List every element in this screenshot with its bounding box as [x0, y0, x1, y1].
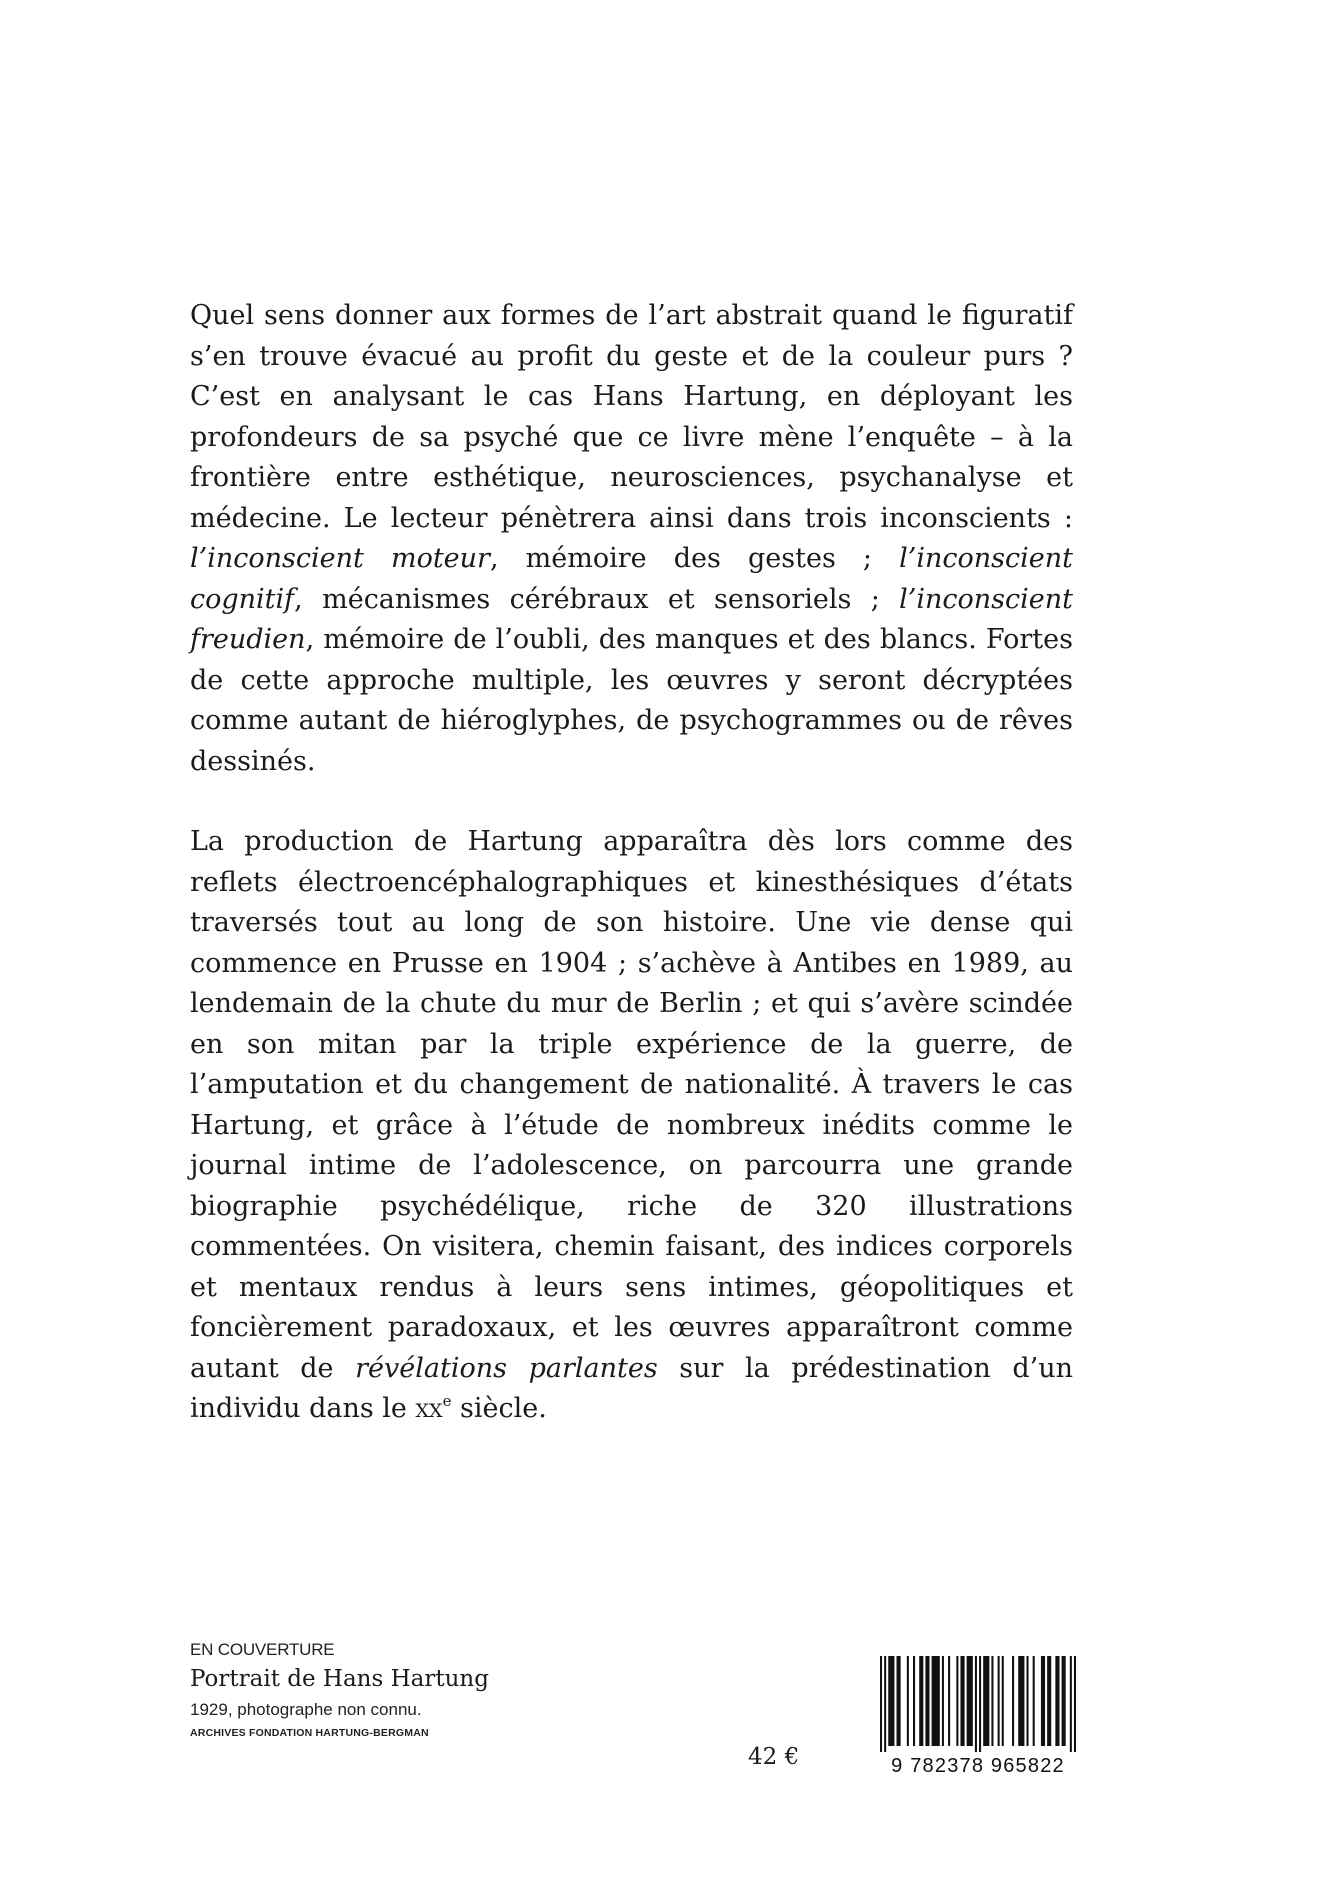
price: 42 € [748, 1744, 800, 1770]
barcode-bar [888, 1656, 894, 1746]
barcode-bar [932, 1656, 940, 1746]
text-run: , mémoire de l’oubli, des manques et des blancs. Fortes de cette approche multiple, les œuvres y seront décryptées comme autant de hiéroglyphes, de psychogrammes ou de rêves dessinés. [190, 624, 1073, 777]
barcode-bar [1026, 1656, 1028, 1746]
barcode-bar [897, 1656, 901, 1746]
isbn-number: 9 782378 965822 [891, 1755, 1065, 1777]
text-run: , mémoire des gestes ; [489, 543, 900, 574]
barcode-bar [913, 1656, 915, 1746]
cover-credits [190, 1640, 650, 1739]
italic-phrase: révélations parlantes [355, 1352, 658, 1384]
barcode-bar [942, 1656, 944, 1746]
italic-phrase: l’inconscient moteur [190, 543, 490, 574]
barcode-bar [948, 1656, 950, 1746]
barcode-bar [1002, 1656, 1004, 1746]
blurb-text [190, 296, 1073, 1430]
italic-phrase: l’inconscient freudien [190, 583, 1073, 655]
barcode-bar [991, 1656, 993, 1746]
text-run: sur la prédestination d’un individu dans le [190, 1352, 1073, 1424]
barcode-guard-bar [1074, 1656, 1076, 1752]
barcode-bar [1041, 1656, 1045, 1746]
barcode-guard-bar [1070, 1656, 1072, 1752]
barcode-bar [907, 1656, 909, 1746]
text-run: , mécanismes cérébraux et sensoriels ; [294, 583, 900, 615]
barcode-bar [967, 1656, 973, 1746]
barcode-bar [1062, 1656, 1066, 1746]
text-run: xx [415, 1393, 443, 1424]
barcode-guard-bar [880, 1656, 882, 1752]
credits-label: EN COUVERTURE [190, 1640, 335, 1659]
text-run: siècle. [451, 1393, 547, 1424]
barcode-bar [1047, 1656, 1051, 1746]
credits-detail: 1929, photographe non connu. [190, 1700, 422, 1719]
text-run: La production de Hartung apparaîtra dès lors comme des reflets électroencéphalographiques et kinesthésiques d’états traversés tout au long de son histoire. Une vie dense qui commence en Prusse en 1904 ; s’achève à Antibes en 1989, au lendemain de la chute du mur de Berlin ; et qui s’avère scindée en son mitan par la triple expérience de la guerre, de l’amputation et du changement de nationalité. À travers le cas Hartung, et grâce à l’étude de nombreux inédits comme le journal intime de l’adolescence, on parcourra une grande biographie psychédélique, riche de 320 illustrations commentées. On visitera, chemin faisant, des indices corporels et mentaux rendus à leurs sens intimes, géopolitiques et foncièrement paradoxaux, et les œuvres apparaîtront comme autant de [190, 826, 1073, 1384]
barcode-bar [925, 1656, 929, 1746]
barcode-bar [1018, 1656, 1024, 1746]
barcode-bars [880, 1656, 1076, 1752]
barcode-bar [919, 1656, 923, 1746]
barcode-bar [983, 1656, 989, 1746]
superscript: e [442, 1392, 452, 1410]
barcode-guard-bar [979, 1656, 981, 1752]
blurb-paragraph-1 [190, 296, 1073, 782]
isbn-barcode [880, 1656, 1076, 1784]
barcode-bar [960, 1656, 964, 1746]
credits-archive: ARCHIVES FONDATION HARTUNG-BERGMAN [190, 1727, 429, 1739]
barcode-bar [1033, 1656, 1035, 1746]
barcode-bar [998, 1656, 1000, 1746]
barcode-bar [1012, 1656, 1014, 1746]
barcode-bar [1055, 1656, 1059, 1746]
credits-title: Portrait de Hans Hartung [190, 1666, 489, 1692]
barcode-guard-bar [884, 1656, 886, 1752]
barcode-bar [956, 1656, 958, 1746]
barcode-guard-bar [975, 1656, 977, 1752]
italic-phrase: l’inconscient cognitif [190, 543, 1073, 615]
blurb-paragraph-2 [190, 822, 1073, 1430]
text-run: Quel sens donner aux formes de l’art abstrait quand le figuratif s’en trouve évacué au profit du geste et de la couleur purs ? C’est en analysant le cas Hans Hartung, en déployant les profondeurs de sa psyché que ce livre mène l’enquête – à la frontière entre esthétique, neurosciences, psychanalyse et médecine. Le lecteur pénètrera ainsi dans trois inconscients : [190, 300, 1073, 534]
